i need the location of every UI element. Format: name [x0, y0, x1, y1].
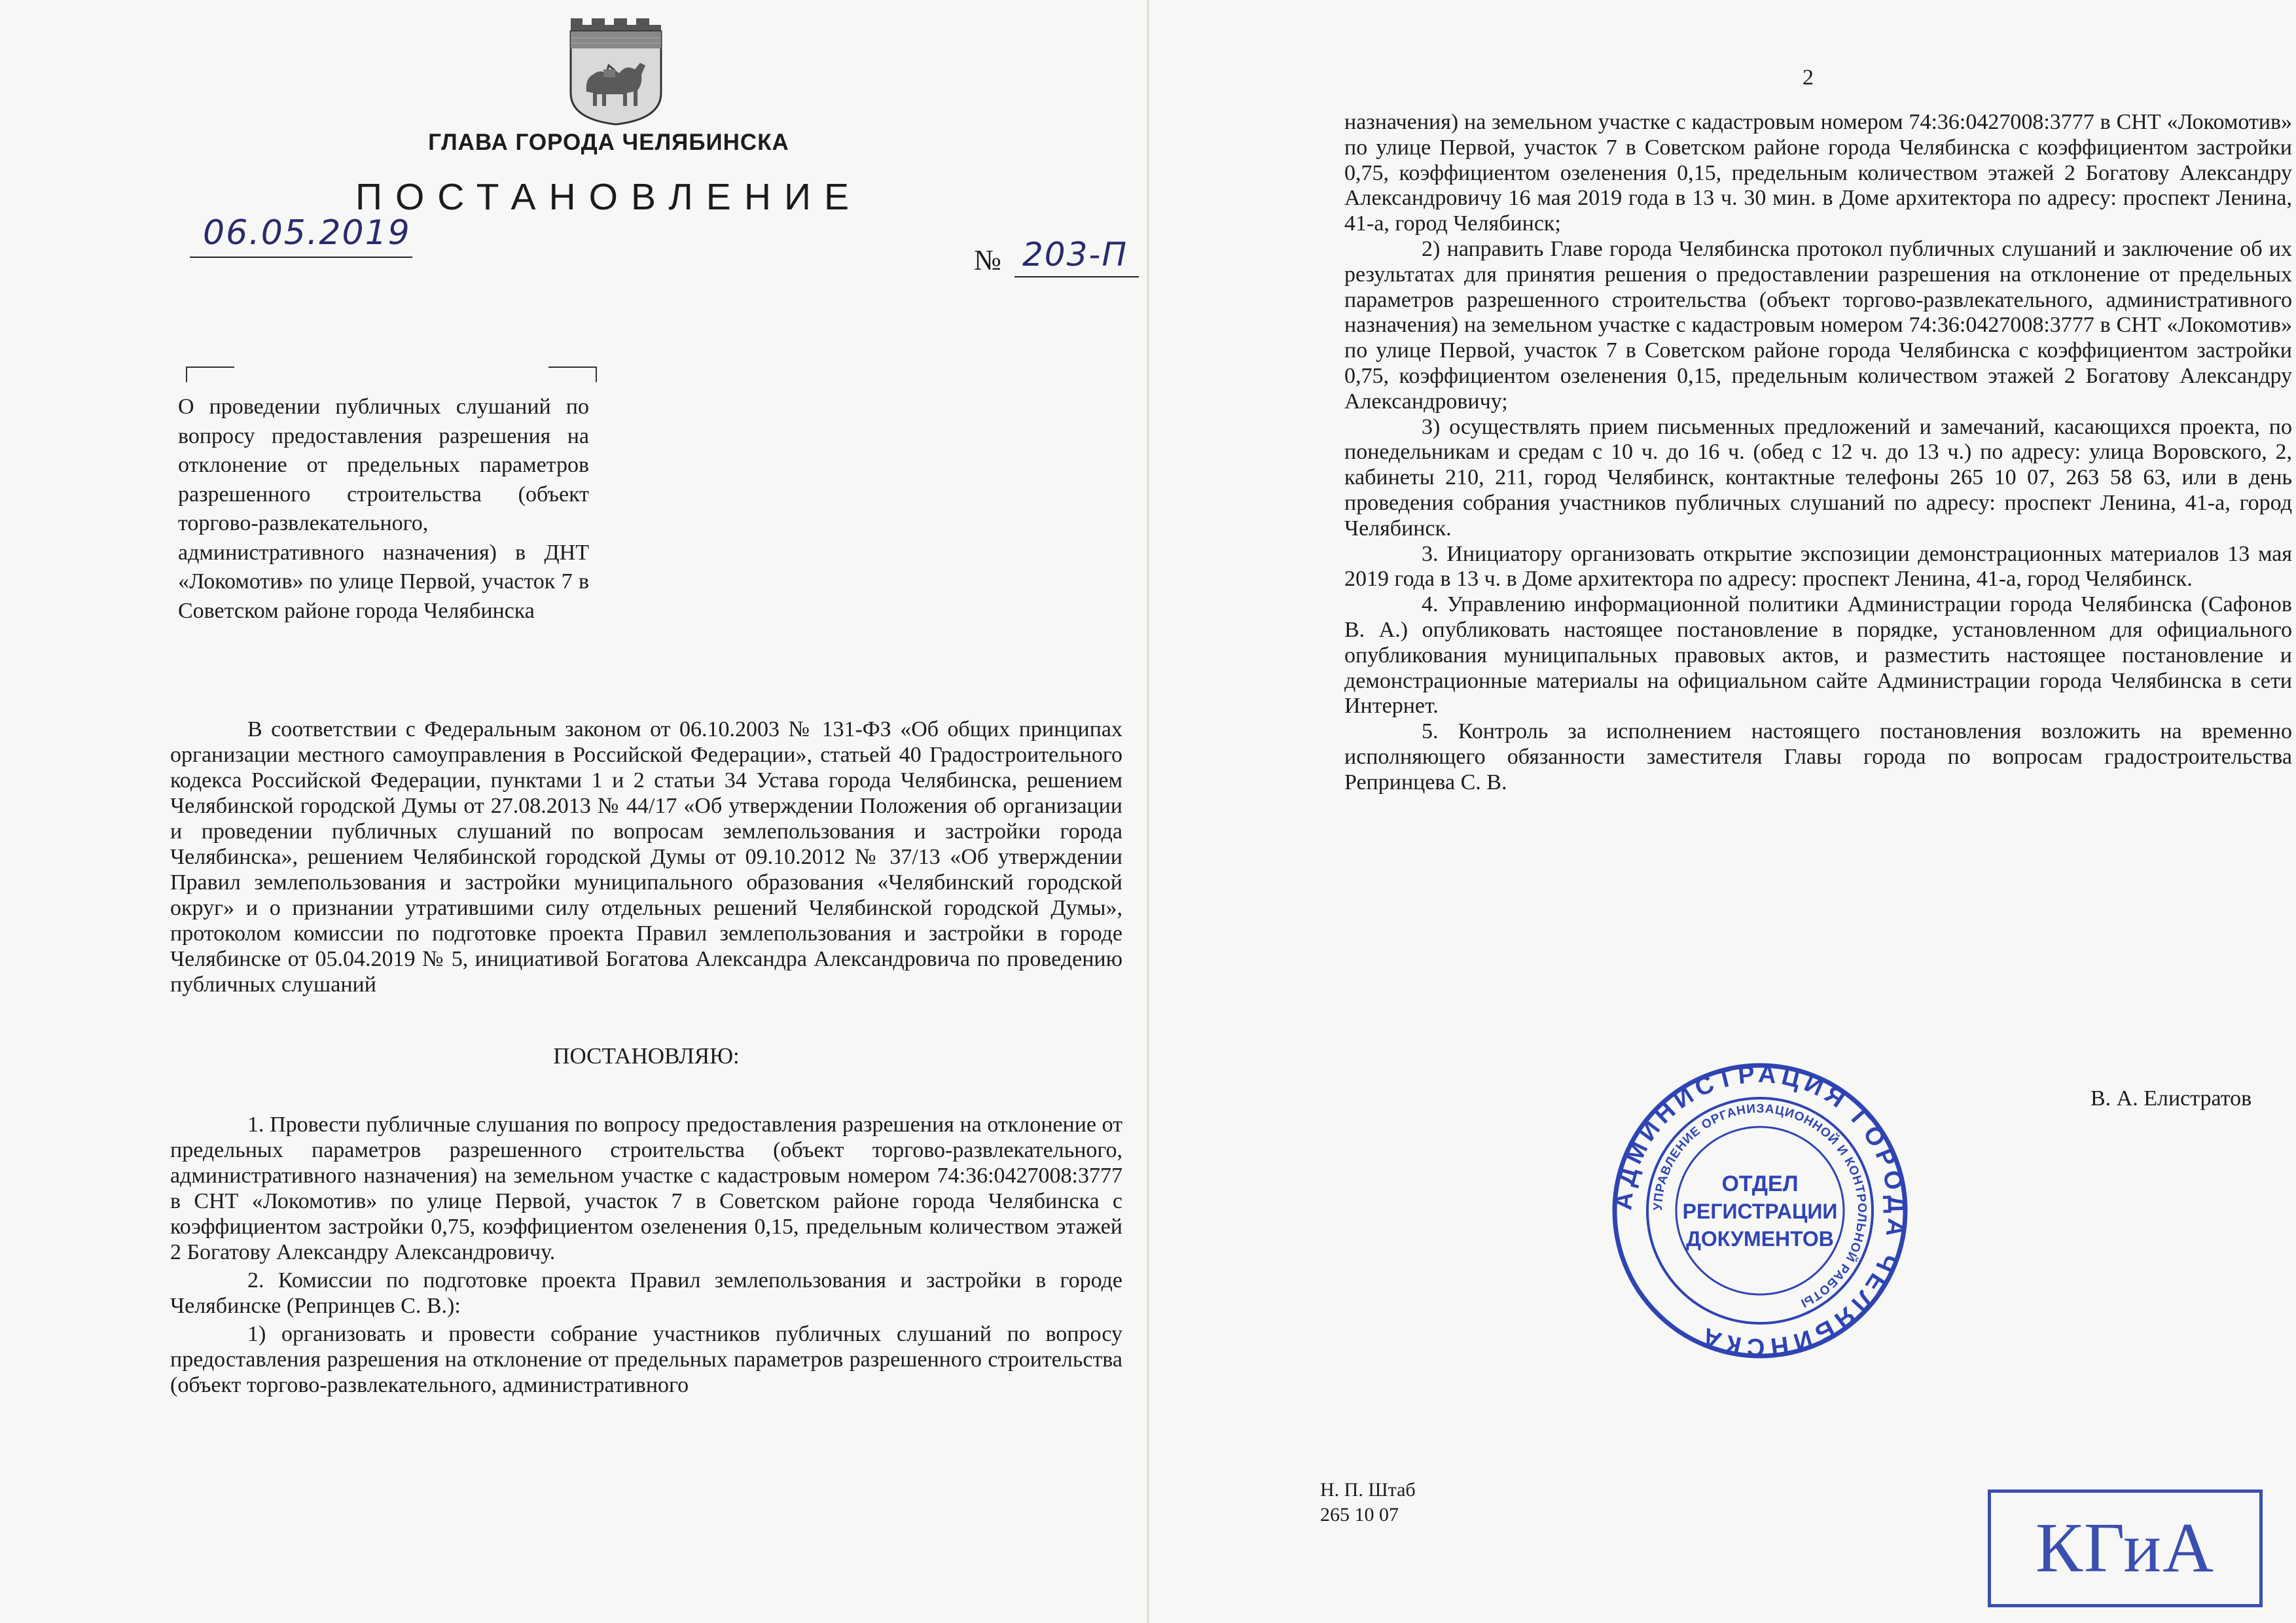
body-left: [170, 717, 1122, 1398]
seal-inner-text: УПРАВЛЕНИЕ ОРГАНИЗАЦИОННОЙ И КОНТРОЛЬНОЙ РАБОТЫ: [1651, 1101, 1869, 1310]
clause-2: 2. Комиссии по подготовке проекта Правил землепользования и застройки в городе Челябинске (Репринцев С. В.):: [170, 1268, 1122, 1318]
preamble: В соответствии с Федеральным законом от 06.10.2003 № 131-ФЗ «Об общих принципах организации местного самоуправления в Российской Федерации», статьей 40 Градостроительного кодекса Российской Федерации, пунктами 1 и 2 статьи 34 Устава города Челябинска, решением Челябинской городской Думы от 27.08.2013 № 44/17 «Об утверждении Положения об организации и проведении публичных слушаний по вопросам землепользования и застройки города Челябинска», решением Челябинской городской Думы от 09.10.2012 № 37/13 «Об утверждении Правил землепользования и застройки муниципального образования «Челябинский городской округ» и о признании утратившими силу отдельных решений Челябинской городской Думы», протоколом комиссии по подготовке проекта Правил землепользования и застройки в городе Челябинске от 05.04.2019 № 5, инициативой Богатова Александра Александровича по проведению публичных слушаний: [170, 717, 1122, 997]
signatory-name: В. А. Елистратов: [2090, 1086, 2252, 1111]
clause-2-1-continued: назначения) на земельном участке с кадастровым номером 74:36:0427008:3777 в СНТ «Локомотив» по улице Первой, участок 7 в Советском районе города Челябинска с коэффициентом застройки 0,75, коэффициентом озеленения 0,15, предельным количеством этажей 2 Богатову Александру Александровичу 16 мая 2019 года в 13 ч. 30 мин. в Доме архитектора по адресу: проспект Ленина, 41-а, город Челябинск;: [1344, 110, 2292, 236]
authority-title: ГЛАВА ГОРОДА ЧЕЛЯБИНСКА: [428, 130, 789, 155]
clause-4: 4. Управлению информационной политики Администрации города Челябинска (Сафонов В. А.) опубликовать настоящее постановление в порядке, установленном для официального опубликования муниципальных правовых актов, и разместить настоящее постановление и демонстрационные материалы на официальном сайте Администрации города Челябинска в сети Интернет.: [1344, 592, 2292, 719]
seal-center-line-1: ОТДЕЛ: [1721, 1171, 1799, 1196]
executor-block: [1320, 1478, 1416, 1527]
handwritten-number: 203-П: [1022, 236, 1128, 274]
number-label: №: [974, 244, 1001, 276]
subject-corner-right: [548, 366, 597, 382]
seal-outer-text: АДМИНИСТРАЦИЯ ГОРОДА ЧЕЛЯБИНСКА: [1609, 1060, 1910, 1361]
date-field: [190, 213, 412, 258]
clause-3: 3. Инициатору организовать открытие экспозиции демонстрационных материалов 13 мая 2019 года в 13 ч. в Доме архитектора по адресу: проспект Ленина, 41-а, город Челябинск.: [1344, 541, 2292, 592]
page-2: [1148, 0, 2296, 1623]
decree-word: ПОСТАНОВЛЯЮ:: [553, 1043, 740, 1069]
document-type: ПОСТАНОВЛЕНИЕ: [355, 176, 862, 218]
kgia-stamp: [1988, 1489, 2263, 1607]
number-field: [1014, 236, 1139, 277]
camel-fortress-emblem-icon: [567, 14, 665, 127]
executor-name: Н. П. Штаб: [1320, 1479, 1416, 1501]
kgia-stamp-text: КГиА: [2035, 1509, 2215, 1587]
body-right: [1344, 110, 2292, 796]
executor-phone: 265 10 07: [1320, 1504, 1399, 1525]
clause-2-2: 2) направить Главе города Челябинска протокол публичных слушаний и заключение об их результатах для принятия решения о предоставлении разрешения на отклонение от предельных параметров разрешенного строительства (объект торгово-развлекательного, административного назначения) на земельном участке с кадастровым номером 74:36:0427008:3777 в СНТ «Локомотив» по улице Первой, участок 7 в Советском районе города Челябинска с коэффициентом застройки 0,75, коэффициентом озеленения 0,15, предельным количеством этажей 2 Богатову Александру Александровичу;: [1344, 236, 2292, 414]
clause-5: 5. Контроль за исполнением настоящего постановления возложить на временно исполняющего обязанности заместителя Главы города по вопросам градостроительства Репринцева С. В.: [1344, 719, 2292, 794]
clause-2-3: 3) осуществлять прием письменных предложений и замечаний, касающихся проекта, по понедельникам и средам с 10 ч. до 16 ч. (обед с 12 ч. до 13 ч.) по адресу: улица Воровского, 2, кабинеты 210, 211, город Челябинск, контактные телефоны 265 10 07, 263 58 63, или в день проведения собрания участников публичных слушаний по адресу: проспект Ленина, 41-а, город Челябинск.: [1344, 414, 2292, 541]
clause-1: 1. Провести публичные слушания по вопросу предоставления разрешения на отклонение от предельных параметров разрешенного строительства (объект торгово-развлекательного, административного назначения) на земельном участке с кадастровым номером 74:36:0427008:3777 в СНТ «Локомотив» по улице Первой, участок 7 в Советском районе города Челябинска с коэффициентом застройки 0,75, коэффициентом озеленения 0,15, предельным количеством этажей 2 Богатову Александру Александровичу.: [170, 1113, 1122, 1264]
subject-text: О проведении публичных слушаний по вопросу предоставления разрешения на отклонение от предельных параметров разрешенного строительства (объект торгово-развлекательного, административного назначения) в ДНТ «Локомотив» по улице Первой, участок 7 в Советском районе города Челябинска: [178, 395, 589, 623]
subject-corner-left: [186, 366, 234, 382]
clause-2-1: 1) организовать и провести собрание участников публичных слушаний по вопросу предоставления разрешения на отклонение от предельных параметров разрешенного строительства (объект торгово-развлекательного, административного: [170, 1322, 1122, 1397]
round-seal-icon: [1609, 1060, 1910, 1361]
document-subject: [178, 393, 589, 626]
handwritten-date: 06.05.2019: [203, 213, 411, 253]
seal-center-line-2: РЕГИСТРАЦИИ: [1682, 1200, 1838, 1223]
seal-center-line-3: ДОКУМЕНТОВ: [1686, 1227, 1834, 1251]
page-number: 2: [1803, 65, 1814, 90]
